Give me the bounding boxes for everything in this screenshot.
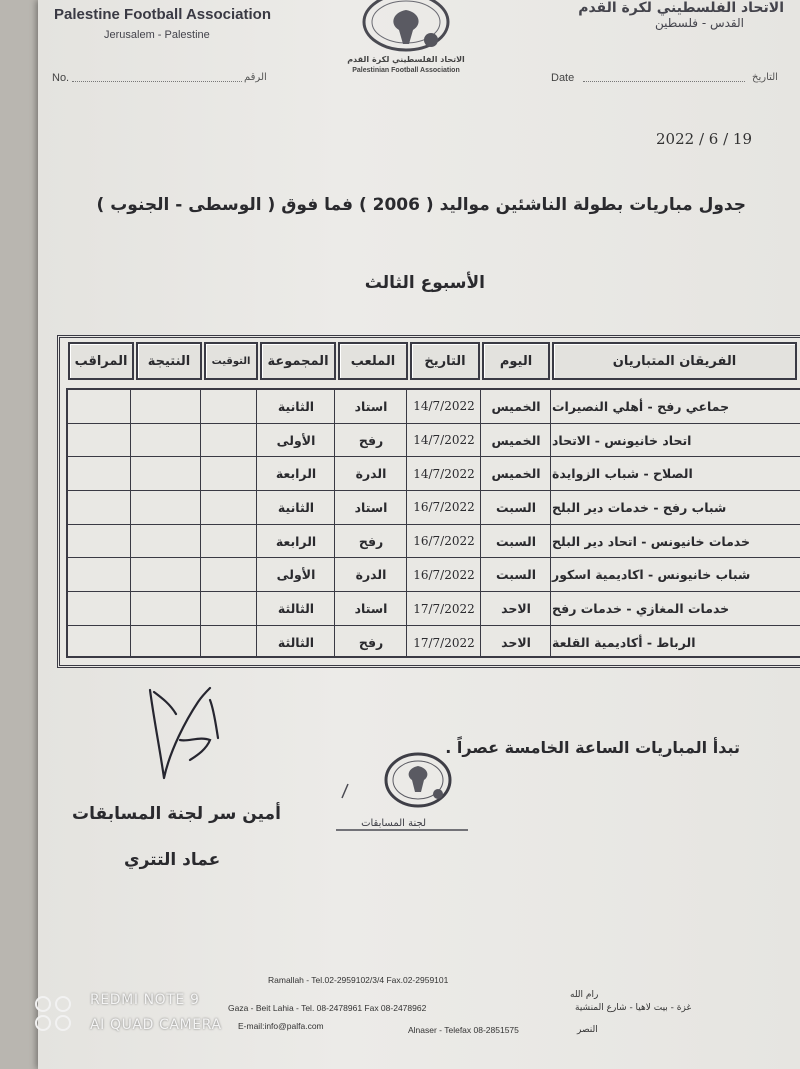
association-name-ar: الاتحاد الفلسطيني لكرة القدم [578,0,784,16]
row-venue: استاد [354,601,388,617]
footer-email: E-mail:info@palfa.com [238,1021,324,1031]
table-header [64,342,800,382]
header-time: التوقيت [204,342,258,380]
footer-gaza-ar: غزة - بيت لاهيا - شارع المنشية [575,1003,692,1013]
handwritten-signature-icon [140,680,232,784]
row-day: السبت [495,499,537,515]
row-teams: شباب رفح - خدمات دير البلح [552,499,727,515]
row-date: 14/7/2022 [413,399,475,414]
row-date: 14/7/2022 [413,433,475,448]
table-row [68,491,800,525]
row-teams: خدمات خانيونس - اتحاد دير البلح [552,533,751,549]
header-teams: الفريقان المتباريان [552,342,797,380]
table-body [66,388,800,658]
row-teams: الصلاح - شباب الزوايدة [552,466,693,482]
row-group: الرابعة [275,466,317,482]
start-time-note: تبدأ المباريات الساعة الخامسة عصراً . [445,738,740,757]
camera-watermark-tagline: AI QUAD CAMERA [90,1017,222,1033]
row-group: الثالثة [277,635,315,651]
document-heading: جدول مباريات بطولة الناشئين مواليد ( 2006 ) فما فوق ( الوسطى - الجنوب ) [96,195,746,215]
row-group: الثالثة [277,601,315,617]
table-row [68,626,800,660]
logo-caption-ar: الاتحاد الفلسطيني لكرة القدم [347,55,465,64]
row-venue: رفح [358,533,384,549]
stamp-text: لجنة المسابقات [361,818,426,829]
header-observer: المراقب [68,342,134,380]
row-date: 17/7/2022 [413,635,475,650]
row-venue: الدرة [355,466,387,482]
logo-caption-en: Palestinian Football Association [352,67,460,74]
table-row [68,390,800,424]
table-row [68,525,800,559]
date-label-ar: التاريخ [752,72,778,83]
row-teams: جماعي رفح - أهلي النصيرات [552,398,730,414]
week-title: الأسبوع الثالث [364,273,485,293]
table-row [68,592,800,626]
camera-lens-icon [34,994,74,1034]
association-location-ar: القدس - فلسطين [655,16,744,30]
row-group: الأولى [276,432,316,448]
row-venue: الدرة [355,567,387,583]
signatory-title: أمين سر لجنة المسابقات [72,804,281,824]
row-day: الاحد [501,635,531,651]
row-day: الاحد [501,601,531,617]
footer-ramallah: Ramallah - Tel.02-2959102/3/4 Fax.02-2959101 [268,975,449,985]
row-teams: الرباط - أكاديمية القلعة [552,635,696,651]
header-date: التاريخ [410,342,480,380]
footer-alnaser-ar: النصر [577,1025,598,1035]
row-teams: خدمات المغازي - خدمات رفح [552,601,730,617]
header-result: النتيجة [136,342,202,380]
row-group: الأولى [276,567,316,583]
table-row [68,559,800,593]
header-venue: الملعب [338,342,408,380]
signatory-name: عماد التتري [124,850,221,870]
reference-number-label-ar: الرقم [244,72,267,83]
row-date: 16/7/2022 [413,567,475,582]
row-group: الرابعة [275,533,317,549]
reference-number-label: No. [52,72,70,84]
reference-number-line [72,81,242,82]
row-venue: رفح [358,635,384,651]
row-venue: استاد [354,499,388,515]
header-day: اليوم [482,342,550,380]
header-group: المجموعة [260,342,336,380]
row-teams: اتحاد خانيونس - الاتحاد [552,432,692,448]
row-day: الخميس [491,466,541,482]
camera-watermark-model: REDMI NOTE 9 [90,992,200,1008]
row-day: السبت [495,533,537,549]
association-name-en: Palestine Football Association [54,6,271,23]
row-group: الثانية [277,398,315,414]
document-date: 2022 / 6 / 19 [656,130,752,148]
association-logo-icon [343,0,469,74]
row-venue: رفح [358,432,384,448]
row-teams: شباب خانيونس - اكاديمية اسكور [552,567,751,583]
committee-stamp-icon [328,740,478,840]
row-group: الثانية [277,499,315,515]
date-label: Date [551,72,575,84]
row-date: 14/7/2022 [413,466,475,481]
date-line [583,81,745,82]
row-venue: استاد [354,398,388,414]
row-date: 17/7/2022 [413,601,475,616]
footer-alnaser: Alnaser - Telefax 08-2851575 [408,1025,519,1035]
association-location-en: Jerusalem - Palestine [104,29,210,41]
footer-gaza: Gaza - Beit Lahia - Tel. 08-2478961 Fax 08-2478962 [228,1003,427,1013]
table-row [68,457,800,491]
footer-ramallah-ar: رام الله [570,990,599,1000]
row-day: الخميس [491,432,541,448]
schedule-table [57,335,800,668]
row-day: الخميس [491,398,541,414]
row-day: السبت [495,567,537,583]
table-row [68,424,800,458]
row-date: 16/7/2022 [413,534,475,549]
row-date: 16/7/2022 [413,500,475,515]
